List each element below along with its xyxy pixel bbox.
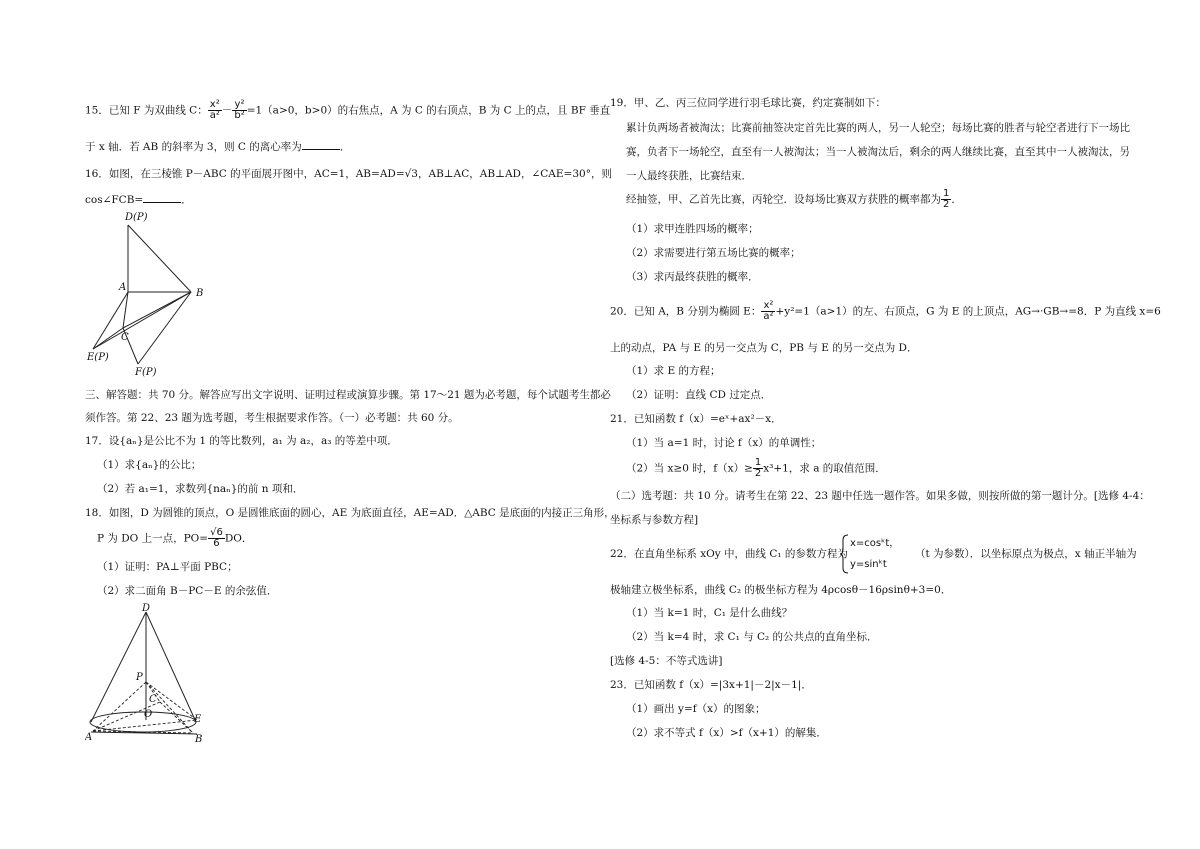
q15-line1: 15．已知 F 为双曲线 C： $\frac{\text{x²}}{\text{a²}}$ － $\frac{\text{y²}}{\text{b²}}$ =1（a>0，b>0）的右焦点，A 为 C 的右顶点，B 为 C 上的点，且 BF 垂直 bbox=[85, 99, 611, 121]
q19-fraction: $\frac{1}{2}$ bbox=[943, 188, 950, 210]
label-B: B bbox=[196, 288, 204, 299]
answer-blank[interactable] bbox=[143, 193, 181, 203]
label-C: C bbox=[149, 694, 157, 705]
q22-parametric-system: x=cosᵏt， y=sinᵏt bbox=[840, 534, 904, 574]
q19-rule2: 赛，负者下一场轮空，直至有一人被淘汰；当一人被淘汰后，剩余的两人继续比赛，直至其中一人被淘汰，另 bbox=[626, 146, 1130, 158]
q19-rule4: 经抽签，甲、乙首先比赛，丙轮空．设每场比赛双方获胜的概率都为 $\frac{1}{2}$ ． bbox=[626, 188, 962, 210]
label-O: O bbox=[144, 709, 153, 720]
section3-line2: 须作答。第 22、23 题为选考题，考生根据要求作答。（一）必考题：共 60 分。 bbox=[85, 412, 459, 424]
q17-part1: （1）求{aₙ}的公比； bbox=[97, 459, 202, 471]
q20-line2: 上的动点，PA 与 E 的另一交点为 C，PB 与 E 的另一交点为 D． bbox=[610, 342, 918, 354]
q21-part2: （2）当 x≥0 时，f（x）≥ $\frac{1}{2}$ x³+1，求 a 的取值范围． bbox=[626, 457, 886, 479]
q19-part2: （2）求需要进行第五场比赛的概率； bbox=[626, 247, 801, 259]
q22-line1-cont: （t 为参数）．以坐标原点为极点，x 轴正半轴为 bbox=[915, 548, 1137, 560]
q21-part1: （1）当 a=1 时，讨论 f（x）的单调性； bbox=[626, 437, 822, 449]
q22-line1: 22．在直角坐标系 xOy 中，曲线 C₁ 的参数方程为 bbox=[610, 548, 848, 560]
label-F: F(P) bbox=[135, 367, 157, 378]
q18-part2: （2）求二面角 B－PC－E 的余弦值． bbox=[97, 585, 278, 597]
brace-icon bbox=[840, 534, 850, 574]
q21-fraction: $\frac{1}{2}$ bbox=[754, 457, 762, 479]
q15-fraction-x: $\frac{\text{x²}}{\text{a²}}$ bbox=[209, 99, 220, 121]
label-P: P bbox=[136, 672, 143, 683]
q15-line2: 于 x 轴．若 AB 的斜率为 3，则 C 的离心率为 ． bbox=[85, 141, 351, 153]
q16-line1: 16．如图，在三棱锥 P－ABC 的平面展开图中，AC=1，AB=AD=√3，AB⊥AC，AB⊥AD，∠CAE=30°，则 bbox=[85, 168, 612, 180]
q22-part2: （2）当 k=4 时，求 C₁ 与 C₂ 的公共点的直角坐标． bbox=[626, 631, 878, 643]
q19-rule1: 累计负两场者被淘汰；比赛前抽签决定首先比赛的两人，另一人轮空；每场比赛的胜者与轮空者进行下一场比 bbox=[626, 122, 1130, 134]
q23-part1: （1）画出 y=f（x）的图象； bbox=[626, 703, 766, 715]
figure-cone-diagram bbox=[85, 602, 215, 744]
q23-part2: （2）求不等式 f（x）>f（x+1）的解集． bbox=[626, 727, 827, 739]
q19-line: 19．甲、乙、丙三位同学进行羽毛球比赛，约定赛制如下： bbox=[610, 97, 886, 109]
figure-net-diagram bbox=[85, 208, 225, 380]
label-D: D bbox=[142, 603, 151, 614]
q17-line: 17．设{aₙ}是公比不为 1 的等比数列，a₁ 为 a₂，a₃ 的等差中项． bbox=[85, 435, 398, 447]
label-A: A bbox=[85, 732, 93, 743]
q21-line: 21．已知函数 f（x）=eˣ+ax²－x． bbox=[610, 413, 782, 425]
label-D: D(P) bbox=[125, 212, 148, 223]
q18-fraction: $\frac{√6}{6}$ bbox=[210, 527, 223, 549]
q18-line1: 18．如图，D 为圆锥的顶点，O 是圆锥底面的圆心，AE 为底面直径，AE=AD．△ABC 是底面的内接正三角形， bbox=[85, 507, 615, 519]
q20-part2: （2）证明：直线 CD 过定点． bbox=[626, 389, 772, 401]
q20-line1: 20．已知 A，B 分别为椭圆 E： $\frac{\text{x²}}{\text{a²}}$ +y²=1（a>1）的左、右顶点，G 为 E 的上顶点，AG→·GB→=8．P 为直线 x=6 bbox=[610, 300, 1161, 322]
q17-part2: （2）若 a₁=1，求数列{naₙ}的前 n 项和． bbox=[97, 483, 304, 495]
label-B: B bbox=[195, 734, 203, 744]
section2-line2: 坐标系与参数方程] bbox=[610, 514, 699, 526]
q19-rule3: 一人最终获胜，比赛结束． bbox=[626, 170, 752, 182]
label-C: C bbox=[121, 332, 129, 343]
q16-line2: cos∠FCB= ． bbox=[85, 194, 192, 206]
q18-part1: （1）证明：PA⊥平面 PBC； bbox=[97, 561, 238, 573]
q18-line2: P 为 DO 上一点，PO= $\frac{√6}{6}$ DO． bbox=[97, 527, 253, 549]
q15-fraction-y: $\frac{\text{y²}}{\text{b²}}$ bbox=[234, 99, 245, 121]
section2-line1: （二）选考题：共 10 分。请考生在第 22、23 题中任选一题作答。如果多做，则按所做的第一题计分。[选修 4-4： bbox=[610, 490, 1150, 502]
label-E: E bbox=[194, 714, 202, 725]
q22-part1: （1）当 k=1 时，C₁ 是什么曲线？ bbox=[626, 607, 793, 619]
label-A: A bbox=[119, 282, 127, 293]
label-E: E(P) bbox=[87, 352, 109, 363]
q23-line: 23．已知函数 f（x）=|3x+1|－2|x－1|． bbox=[610, 679, 812, 691]
q19-part1: （1）求甲连胜四场的概率； bbox=[626, 223, 759, 235]
section3-line1: 三、解答题：共 70 分。解答应写出文字说明、证明过程或演算步骤。第 17～21 题为必考题，每个试题考生都必 bbox=[85, 389, 611, 401]
q19-part3: （3）求丙最终获胜的概率． bbox=[626, 271, 759, 283]
q20-fraction: $\frac{\text{x²}}{\text{a²}}$ bbox=[763, 300, 774, 322]
q22-line2: 极轴建立极坐标系，曲线 C₂ 的极坐标方程为 4ρcosθ－16ρsinθ+3=0． bbox=[610, 584, 952, 596]
q20-part1: （1）求 E 的方程； bbox=[626, 365, 721, 377]
section45-heading: [选修 4-5：不等式选讲] bbox=[610, 655, 723, 667]
answer-blank[interactable] bbox=[302, 140, 340, 150]
